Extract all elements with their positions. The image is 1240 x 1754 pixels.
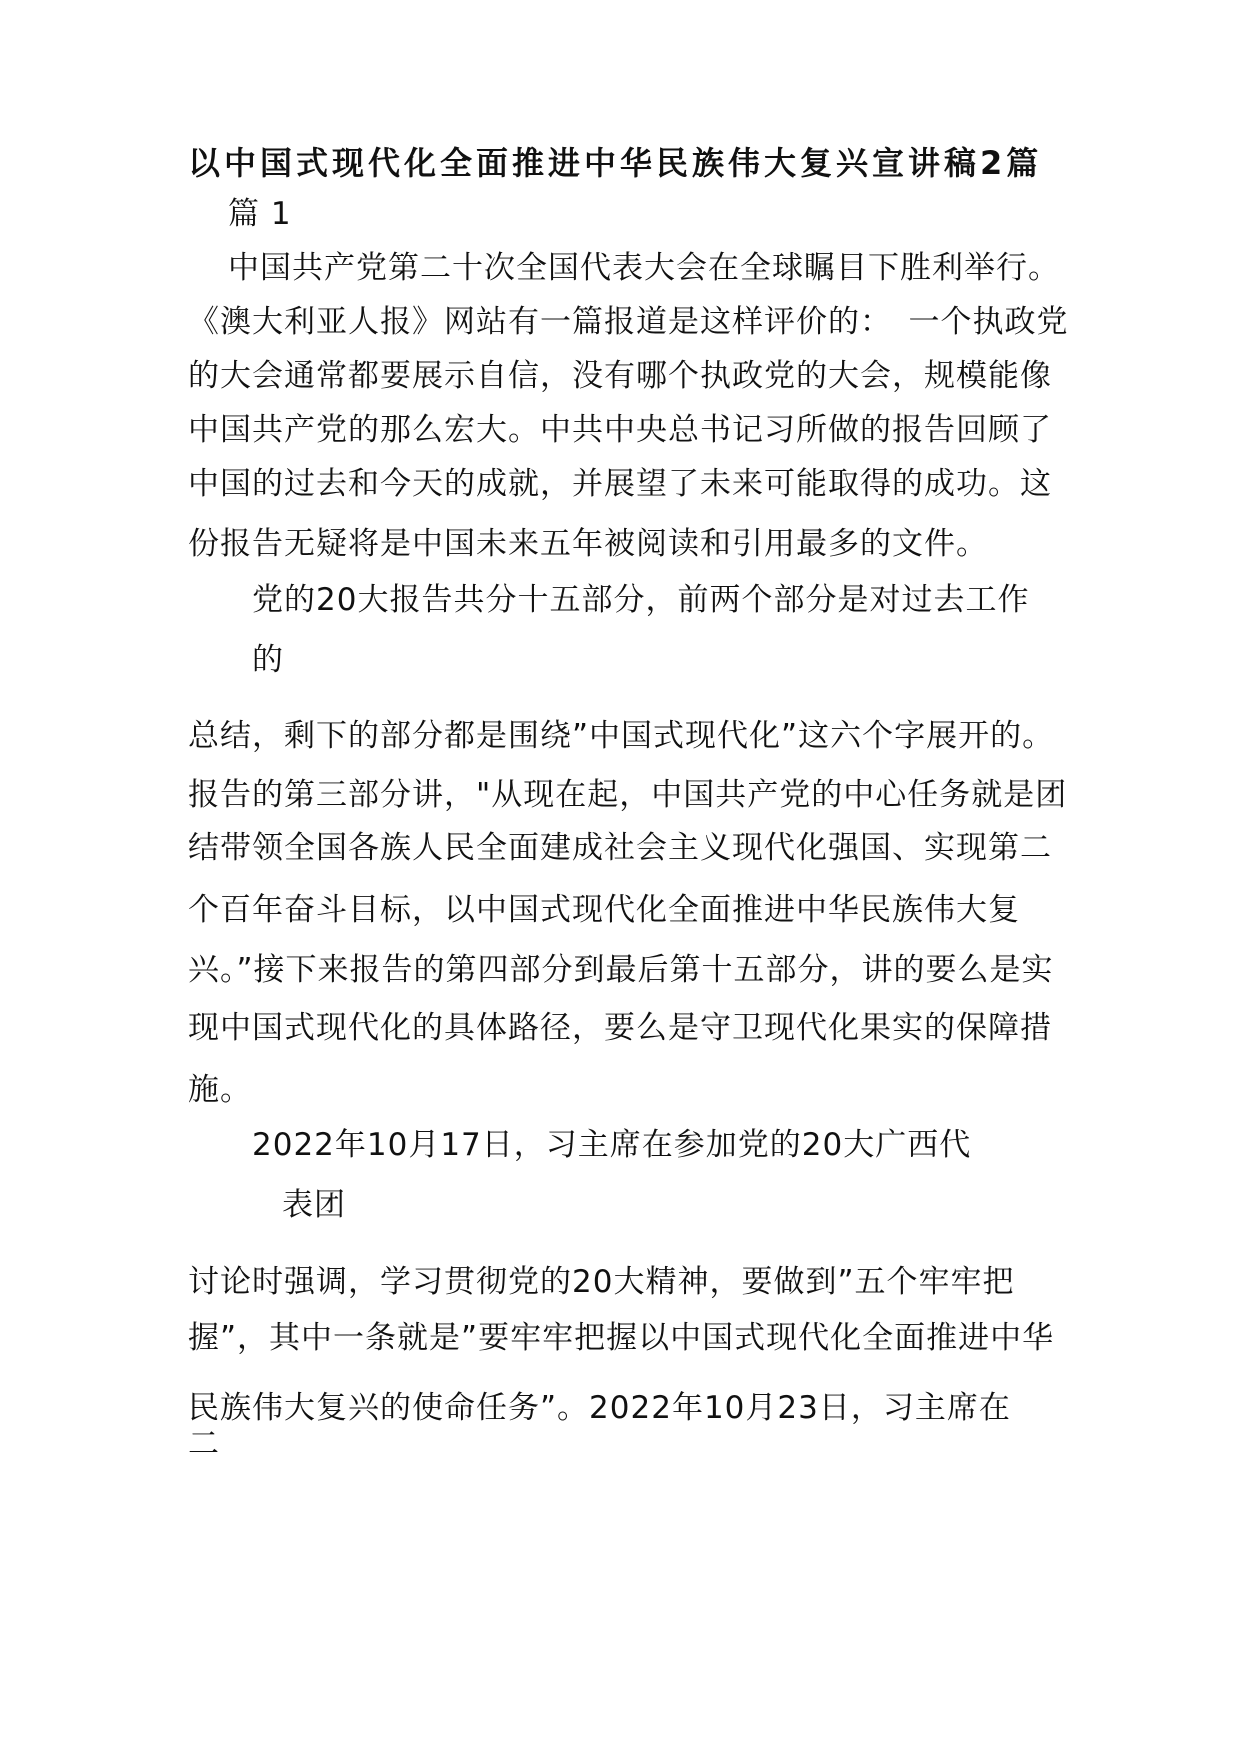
paragraph-line: 个百年奋斗目标，以中国式现代化全面推进中华民族伟大复 <box>188 892 1020 928</box>
paragraph-line: 中国共产党第二十次全国代表大会在全球瞩目下胜利举行。 <box>228 250 1060 286</box>
paragraph-line: 二 <box>188 1426 220 1462</box>
paragraph-line: 党的20大报告共分十五部分，前两个部分是对过去工作 <box>252 582 1030 618</box>
paragraph-line: 报告的第三部分讲，"从现在起，中国共产党的中心任务就是团 <box>188 777 1068 813</box>
paragraph-line: 现中国式现代化的具体路径，要么是守卫现代化果实的保障措 <box>188 1010 1052 1046</box>
paragraph-line: 兴。”接下来报告的第四部分到最后第十五部分，讲的要么是实 <box>188 952 1054 988</box>
paragraph-line: 握”，其中一条就是”要牢牢把握以中国式现代化全面推进中华 <box>188 1320 1055 1356</box>
paragraph-line: 的 <box>252 642 284 678</box>
paragraph-line: 《澳大利亚人报》网站有一篇报道是这样评价的： 一个执政党 <box>188 304 1069 340</box>
document-title: 以中国式现代化全面推进中华民族伟大复兴宣讲稿2篇 <box>188 144 1043 182</box>
paragraph-line: 的大会通常都要展示自信，没有哪个执政党的大会，规模能像 <box>188 358 1052 394</box>
paragraph-line: 讨论时强调，学习贯彻党的20大精神，要做到”五个牢牢把 <box>188 1264 1015 1300</box>
paragraph-line: 2022年10月17日，习主席在参加党的20大广西代 <box>252 1127 972 1163</box>
paragraph-line: 民族伟大复兴的使命任务”。2022年10月23日，习主席在 <box>188 1390 1011 1426</box>
paragraph-line: 施。 <box>188 1072 252 1108</box>
section-label: 篇 1 <box>228 196 292 232</box>
paragraph-line: 总结，剩下的部分都是围绕”中国式现代化”这六个字展开的。 <box>188 718 1055 754</box>
paragraph-line: 中国的过去和今天的成就，并展望了未来可能取得的成功。这 <box>188 466 1052 502</box>
paragraph-line: 中国共产党的那么宏大。中共中央总书记习所做的报告回顾了 <box>188 412 1052 448</box>
paragraph-line: 表团 <box>282 1187 346 1223</box>
paragraph-line: 份报告无疑将是中国未来五年被阅读和引用最多的文件。 <box>188 526 988 562</box>
paragraph-line: 结带领全国各族人民全面建成社会主义现代化强国、实现第二 <box>188 830 1052 866</box>
